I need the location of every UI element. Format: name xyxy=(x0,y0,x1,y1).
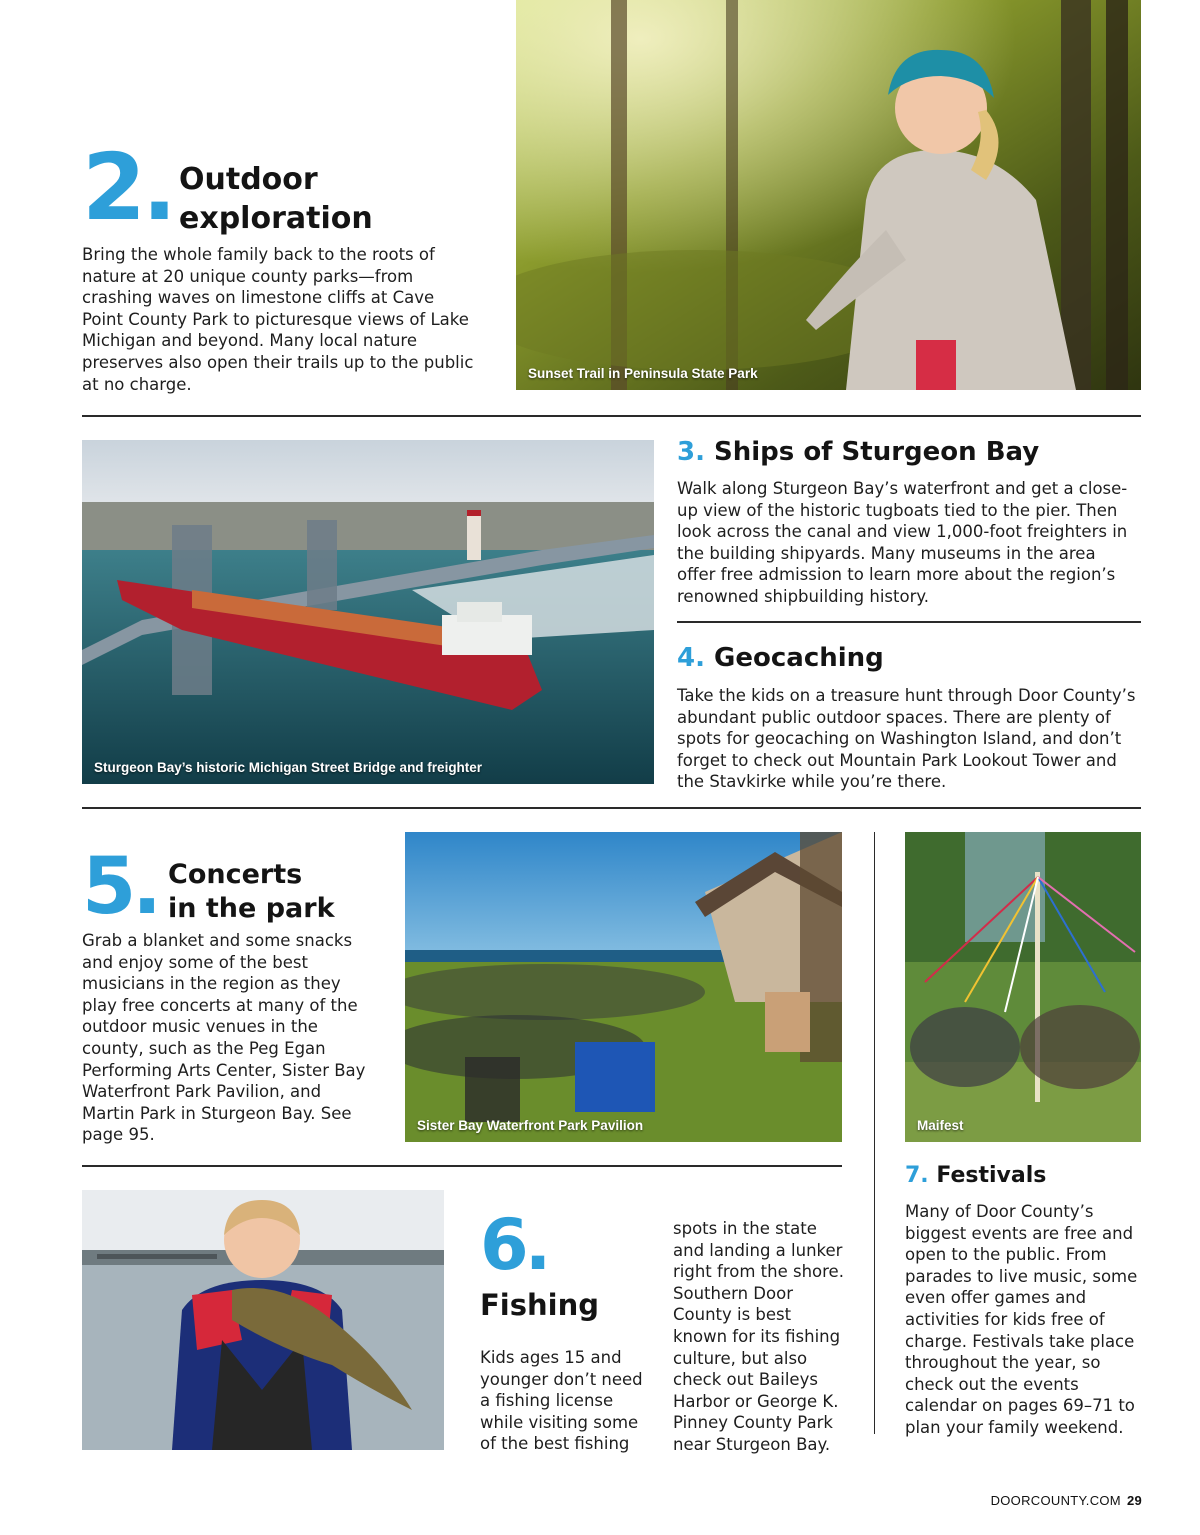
section-title xyxy=(179,160,373,238)
photo-illustration xyxy=(82,1190,444,1450)
title-line: exploration xyxy=(179,201,373,236)
section-body: Grab a blanket and some snacks and enjoy some of the best musicians in the region as they play free concerts at many of the outdoor music venues in the county, such as the Peg Egan Performing Arts Center, Sister Bay Waterfront Park Pavilion, and Martin Park in Sturgeon Bay. See page 95. xyxy=(82,931,366,1145)
divider xyxy=(677,621,1141,623)
divider xyxy=(82,807,1141,809)
photo-caption: Maifest xyxy=(917,1118,964,1133)
section-title xyxy=(677,642,884,674)
photo-illustration xyxy=(82,440,654,784)
section-title: Fishing xyxy=(480,1288,600,1322)
page-number: 29 xyxy=(1126,1493,1142,1508)
photo-caption: Sturgeon Bay’s historic Michigan Street Bridge and freighter xyxy=(94,760,483,775)
photo-caption: Sister Bay Waterfront Park Pavilion xyxy=(417,1118,644,1133)
title-line: in the park xyxy=(168,893,335,924)
photo-freighter-bridge xyxy=(82,440,654,784)
section-title xyxy=(168,858,335,926)
section-number: 6. xyxy=(480,1204,548,1286)
photo-illustration xyxy=(405,832,842,1142)
page-footer xyxy=(991,1493,1142,1508)
photo-boy-fish xyxy=(82,1190,444,1450)
photo-caption: Sunset Trail in Peninsula State Park xyxy=(528,366,758,381)
section-body: spots in the state and landing a lunker right from the shore. Southern Door County is best known for its fishing culture, but also check out Baileys Harbor or George K. Pinney County Park near Sturgeon Bay. xyxy=(673,1219,844,1454)
section-body: Bring the whole family back to the roots of nature at 20 unique county parks—from crashing waves on limestone cliffs at Cave Point County Park to picturesque views of Lake Michigan and beyond. Many local nature preserves also open their trails up to the public at no charge. xyxy=(82,245,474,394)
title-text: Geocaching xyxy=(714,643,884,673)
title-text: Festivals xyxy=(936,1163,1047,1188)
section-title xyxy=(677,436,1039,468)
site-url: DOORCOUNTY.COM xyxy=(990,1493,1121,1508)
section-title xyxy=(905,1162,1046,1190)
section-body: Kids ages 15 and younger don’t need a fishing license while visiting some of the best fishing xyxy=(480,1348,643,1454)
title-line: Concerts xyxy=(168,859,303,890)
section-number: 4. xyxy=(677,643,705,673)
section-body: Many of Door County’s biggest events are free and open to the public. From parades to live music, some even offer games and activities for kids free of charge. Festivals take place throughout the year, so check out the events calendar on pages 69–71 to plan your family weekend. xyxy=(905,1202,1138,1437)
section-number: 2. xyxy=(82,134,173,241)
section-number: 3. xyxy=(677,437,705,467)
title-line: Outdoor xyxy=(179,162,318,197)
divider xyxy=(82,415,1141,417)
section-body: Take the kids on a treasure hunt through Door County’s abundant public outdoor spaces. There are plenty of spots for geocaching on Washington Island, and don’t forget to check out Mountain Park Lookout Tower and the Stavkirke while you’re there. xyxy=(677,686,1136,792)
photo-illustration xyxy=(516,0,1141,390)
section-number: 7. xyxy=(905,1163,929,1188)
section-number: 5. xyxy=(82,842,158,932)
divider xyxy=(82,1165,842,1167)
photo-illustration xyxy=(905,832,1141,1142)
photo-maypole xyxy=(905,832,1141,1142)
title-text: Ships of Sturgeon Bay xyxy=(714,437,1040,467)
photo-girl-bicycle xyxy=(516,0,1141,390)
column-divider xyxy=(874,832,875,1434)
photo-concert-crowd xyxy=(405,832,842,1142)
section-body: Walk along Sturgeon Bay’s waterfront and get a close-up view of the historic tugboats tied to the pier. Then look across the canal and view 1,000-foot freighters in the building shipyards. Many museums in the area offer free admission to learn more about the region’s renowned shipbuilding history. xyxy=(677,479,1128,606)
